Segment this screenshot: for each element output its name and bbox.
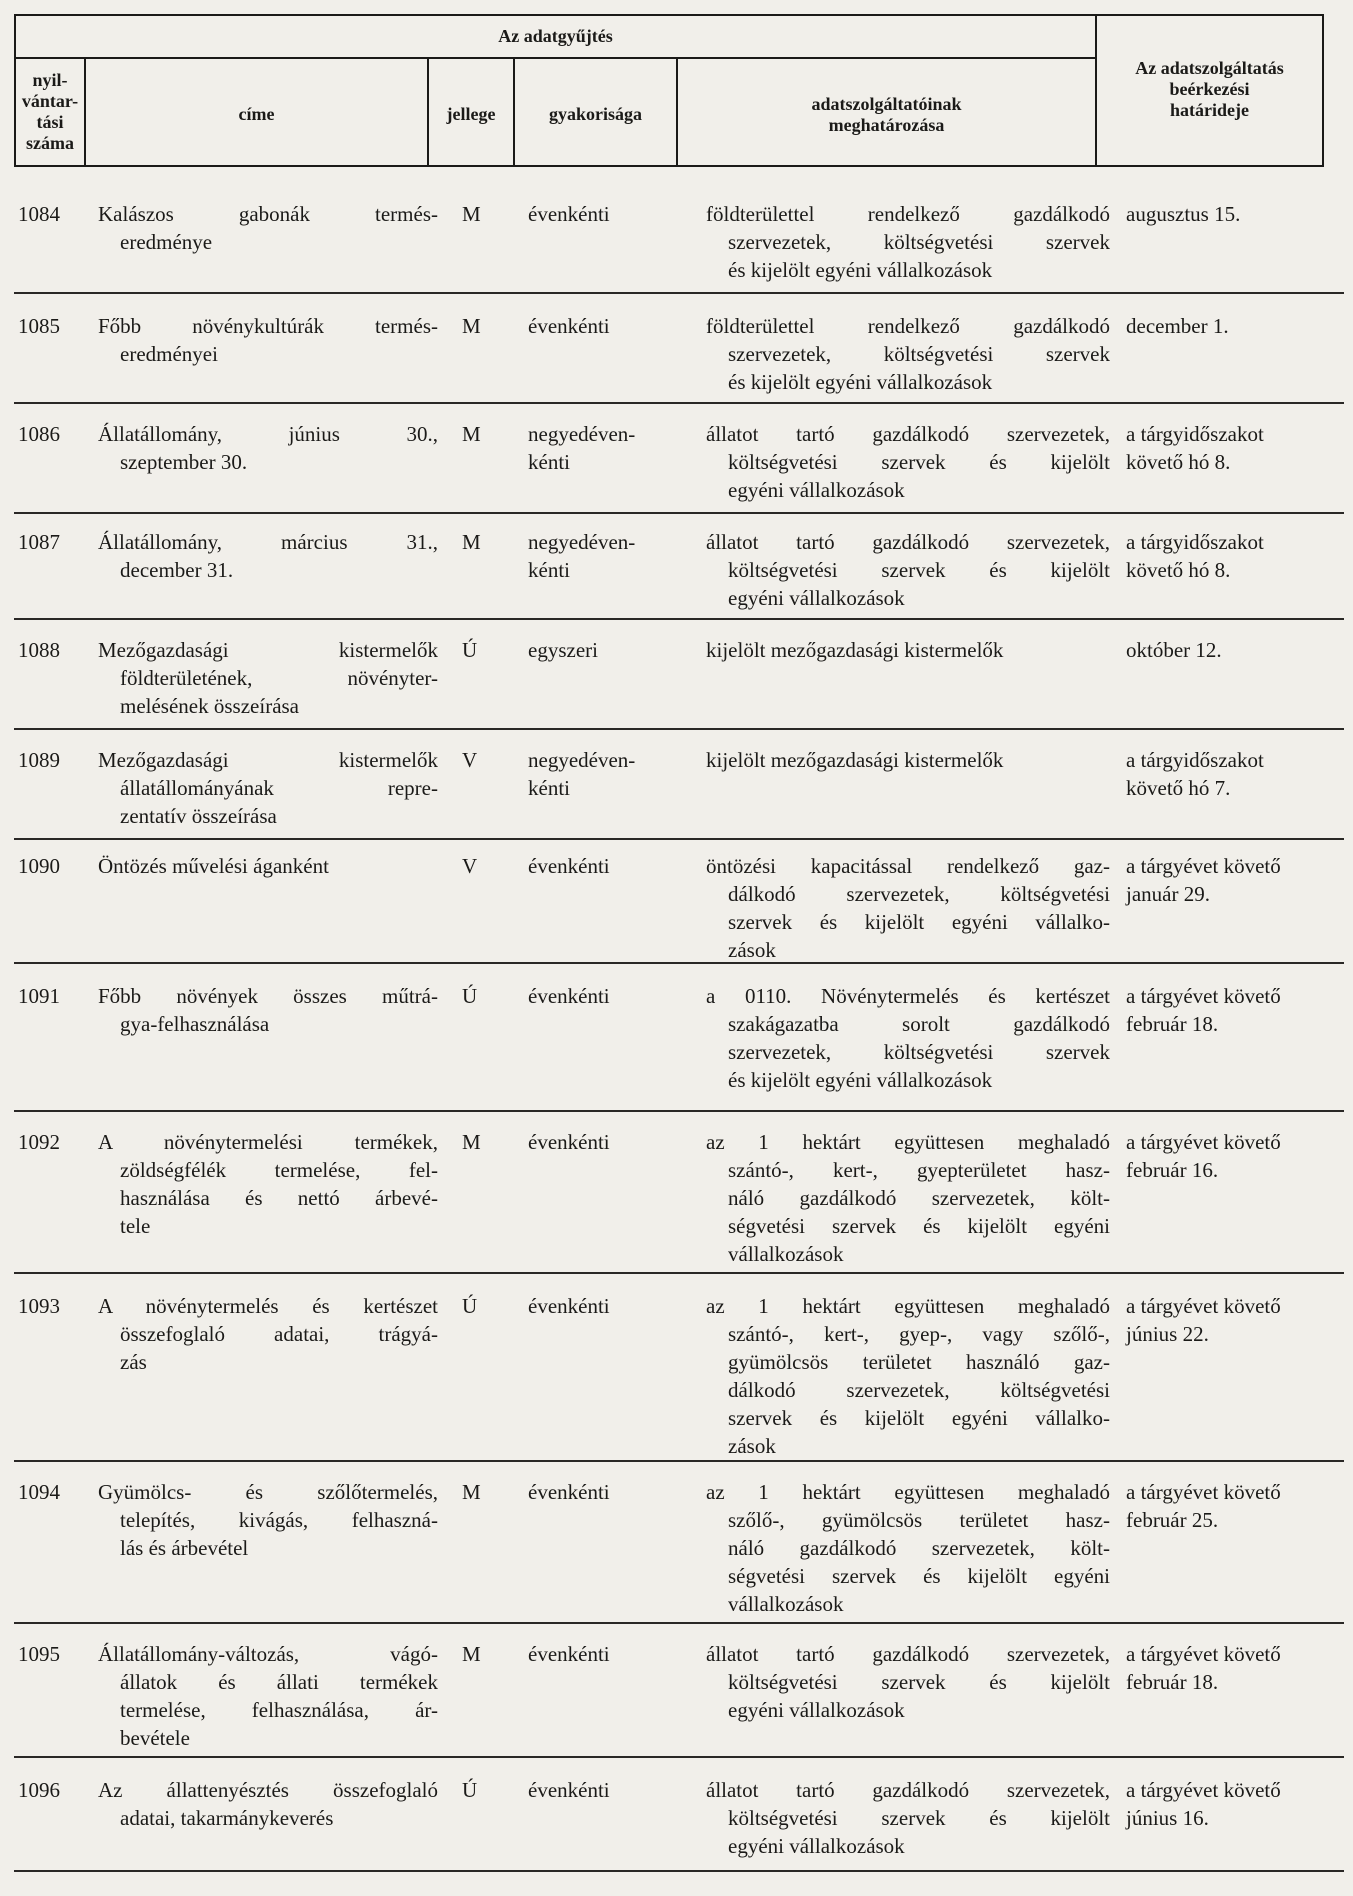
row-jelleg: M — [462, 1130, 481, 1154]
row-adatszolgaltatok: állatot tartó gazdálkodó szervezetek, költségvetési szervek és kijelölt egyéni vállalkozások — [706, 1778, 1110, 1858]
row-title: Állatállomány, június 30., szeptember 30. — [98, 422, 438, 474]
col-header-szolgaltatok: adatszolgáltatóinak meghatározása — [811, 94, 962, 135]
row-jelleg: Ú — [462, 1778, 478, 1802]
row-hatarido: a tárgyévet követő február 16. — [1126, 1130, 1281, 1182]
row-gyakorisag: évenkénti — [528, 984, 610, 1008]
row-hatarido: a tárgyévet követő február 18. — [1126, 1642, 1281, 1694]
row-divider — [14, 1622, 1344, 1624]
row-hatarido: a tárgyévet követő június 22. — [1126, 1294, 1281, 1346]
row-jelleg: M — [462, 1642, 481, 1666]
row-number: 1092 — [18, 1130, 60, 1154]
row-number: 1086 — [18, 422, 60, 446]
row-adatszolgaltatok: az 1 hektárt együttesen meghaladó szántó-, kert-, gyep-, vagy szőlő-, gyümölcsös területet használó gaz- dálkodó szervezetek, költségvetési szervek és kijelölt egyéni vállalko- zások — [706, 1294, 1110, 1458]
col-header-jellege: jellege — [446, 104, 496, 124]
row-hatarido: a tárgyidőszakot követő hó 8. — [1126, 422, 1264, 474]
row-gyakorisag: évenkénti — [528, 314, 610, 338]
row-hatarido: a tárgyévet követő február 25. — [1126, 1480, 1281, 1532]
row-title: Az állattenyésztés összefoglaló adatai, takarmánykeverés — [98, 1778, 438, 1830]
row-gyakorisag: évenkénti — [528, 1130, 610, 1154]
row-hatarido: augusztus 15. — [1126, 202, 1241, 226]
row-adatszolgaltatok: az 1 hektárt együttesen meghaladó szőlő-, gyümölcsös területet hasz- náló gazdálkodó szervezetek, költ- ségvetési szervek és kijelölt egyéni vállalkozások — [706, 1480, 1110, 1616]
row-adatszolgaltatok: állatot tartó gazdálkodó szervezetek, költségvetési szervek és kijelölt egyéni vállalkozások — [706, 530, 1110, 610]
row-gyakorisag: negyedéven- kénti — [528, 748, 636, 800]
row-jelleg: M — [462, 422, 481, 446]
row-gyakorisag: évenkénti — [528, 1778, 610, 1802]
row-number: 1088 — [18, 638, 60, 662]
row-hatarido: december 1. — [1126, 314, 1229, 338]
row-hatarido: a tárgyévet követő január 29. — [1126, 854, 1281, 906]
row-adatszolgaltatok: földterülettel rendelkező gazdálkodó szervezetek, költségvetési szervek és kijelölt egyéni vállalkozások — [706, 314, 1110, 394]
row-hatarido: október 12. — [1126, 638, 1222, 662]
row-gyakorisag: negyedéven- kénti — [528, 530, 636, 582]
row-hatarido: a tárgyidőszakot követő hó 7. — [1126, 748, 1264, 800]
table-header — [14, 14, 1324, 167]
row-jelleg: M — [462, 530, 481, 554]
row-jelleg: M — [462, 202, 481, 226]
row-adatszolgaltatok: öntözési kapacitással rendelkező gaz- dálkodó szervezetek, költségvetési szervek és kijelölt egyéni vállalko- zások — [706, 854, 1110, 962]
row-adatszolgaltatok: állatot tartó gazdálkodó szervezetek, költségvetési szervek és kijelölt egyéni vállalkozások — [706, 1642, 1110, 1722]
row-divider — [14, 618, 1344, 620]
row-divider — [14, 292, 1344, 294]
row-gyakorisag: évenkénti — [528, 1294, 610, 1318]
row-title: Gyümölcs- és szőlőtermelés, telepítés, kivágás, felhaszná- lás és árbevétel — [98, 1480, 438, 1560]
row-divider — [14, 962, 1344, 964]
row-gyakorisag: negyedéven- kénti — [528, 422, 636, 474]
row-jelleg: Ú — [462, 984, 478, 1008]
row-adatszolgaltatok: a 0110. Növénytermelés és kertészet szakágazatba sorolt gazdálkodó szervezetek, költségvetési szervek és kijelölt egyéni vállalkozások — [706, 984, 1110, 1092]
row-number: 1093 — [18, 1294, 60, 1318]
row-adatszolgaltatok: földterülettel rendelkező gazdálkodó szervezetek, költségvetési szervek és kijelölt egyéni vállalkozások — [706, 202, 1110, 282]
row-number: 1087 — [18, 530, 60, 554]
row-number: 1089 — [18, 748, 60, 772]
row-title: Főbb növények összes műtrá- gya-felhasználása — [98, 984, 438, 1036]
row-title: Kalászos gabonák termés- eredménye — [98, 202, 438, 254]
row-title: Mezőgazdasági kistermelők állatállományának repre- zentatív összeírása — [98, 748, 438, 828]
row-title: Állatállomány, március 31., december 31. — [98, 530, 438, 582]
row-title: Főbb növénykultúrák termés- eredményei — [98, 314, 438, 366]
row-gyakorisag: évenkénti — [528, 202, 610, 226]
row-divider — [14, 1110, 1344, 1112]
row-jelleg: Ú — [462, 638, 478, 662]
group-label: Az adatgyűjtés — [498, 26, 613, 46]
row-number: 1090 — [18, 854, 60, 878]
row-divider — [14, 728, 1344, 730]
row-divider — [14, 402, 1344, 404]
row-jelleg: Ú — [462, 1294, 478, 1318]
row-divider — [14, 1272, 1344, 1274]
row-adatszolgaltatok: az 1 hektárt együttesen meghaladó szántó-, kert-, gyepterületet hasz- náló gazdálkodó szervezetek, költ- ségvetési szervek és kijelölt egyéni vállalkozások — [706, 1130, 1110, 1266]
row-jelleg: M — [462, 314, 481, 338]
row-title: Mezőgazdasági kistermelők földterületének, növényter- melésének összeírása — [98, 638, 438, 718]
row-number: 1091 — [18, 984, 60, 1008]
row-divider — [14, 838, 1344, 840]
col-header-title: címe — [238, 104, 275, 124]
row-number: 1095 — [18, 1642, 60, 1666]
row-number: 1096 — [18, 1778, 60, 1802]
col-header-gyakorisaga: gyakorisága — [548, 104, 642, 124]
row-divider — [14, 1460, 1344, 1462]
col-header-number: nyil- vántar- tási száma — [21, 70, 79, 153]
row-title: Állatállomány-változás, vágó- állatok és állati termékek termelése, felhasználása, ár- bevétele — [98, 1642, 438, 1750]
row-hatarido: a tárgyévet követő február 18. — [1126, 984, 1281, 1036]
row-title: A növénytermelési termékek, zöldségfélék termelése, fel- használása és nettó árbevé- tele — [98, 1130, 438, 1238]
row-jelleg: V — [462, 748, 478, 772]
row-gyakorisag: egyszeri — [528, 638, 598, 662]
row-adatszolgaltatok: kijelölt mezőgazdasági kistermelők — [706, 748, 1004, 772]
row-divider — [14, 512, 1344, 514]
row-gyakorisag: évenkénti — [528, 1642, 610, 1666]
row-number: 1094 — [18, 1480, 60, 1504]
row-divider — [14, 1756, 1344, 1758]
row-gyakorisag: évenkénti — [528, 854, 610, 878]
col-header-hatarido: Az adatszolgáltatás beérkezési határideje — [1135, 58, 1284, 120]
row-adatszolgaltatok: állatot tartó gazdálkodó szervezetek, költségvetési szervek és kijelölt egyéni vállalkozások — [706, 422, 1110, 502]
row-gyakorisag: évenkénti — [528, 1480, 610, 1504]
row-title: A növénytermelés és kertészet összefoglaló adatai, trágyá- zás — [98, 1294, 438, 1374]
row-title: Öntözés művelési áganként — [98, 854, 329, 878]
row-number: 1085 — [18, 314, 60, 338]
row-hatarido: a tárgyévet követő június 16. — [1126, 1778, 1281, 1830]
row-adatszolgaltatok: kijelölt mezőgazdasági kistermelők — [706, 638, 1004, 662]
row-jelleg: V — [462, 854, 478, 878]
row-divider — [14, 1870, 1344, 1872]
row-jelleg: M — [462, 1480, 481, 1504]
row-number: 1084 — [18, 202, 60, 226]
row-hatarido: a tárgyidőszakot követő hó 8. — [1126, 530, 1264, 582]
